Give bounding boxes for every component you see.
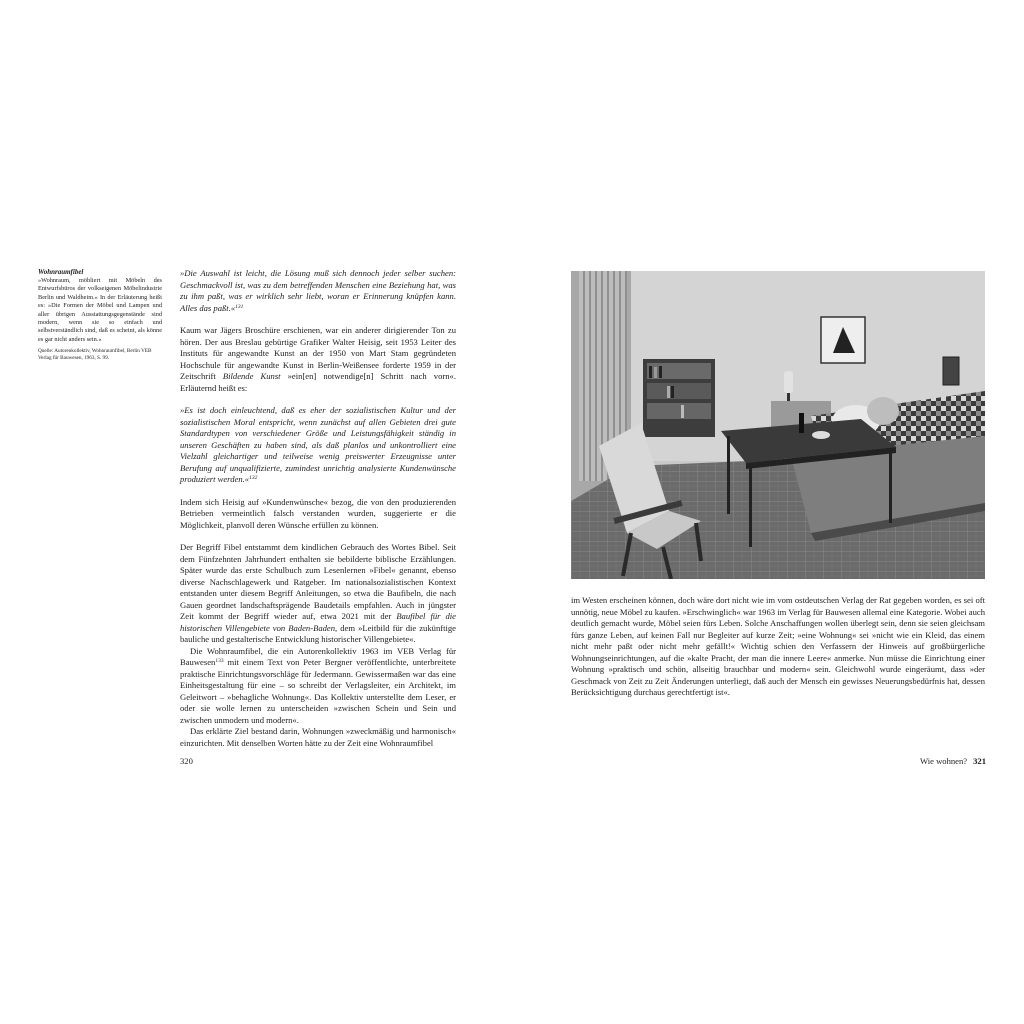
body-text: »ein[en] notwendige[n] Schritt nach vorn«. Erläuternd heißt es: [180, 371, 456, 393]
running-footer-right [920, 756, 986, 767]
sidebar-text: »Wohnraum, möbliert mit Möbeln des Entwurfsbüros der volkseigenen Möbelindustrie Berlin und Waldheim.« In der Erläuterung heißt es: »Die Formen der Möbel und Lampen und aller übrigen Ausstattungsgegenstände sind modern, wenn sie so einfach und selbstverständlich sind, daß es scheint, als könne es gar nicht anders sein.« [38, 277, 162, 343]
left-main-text [180, 268, 456, 749]
body-paragraph: im Westen erscheinen können, doch wäre dort nicht wie im vom ostdeutschen Verlag der Rat gegeben worden, es sei oft unnötig, neue Möbel zu kaufen. »Erschwinglich« war 1963 im Verlag für Bauwesen allemal eine Kategorie. Wobei auch deutlich gemacht wurde, Möbel seien fürs Leben. Solche Anschaffungen wollen überlegt sein, denn sie seien gleichsam fürs ganze Leben, auf keinen Fall nur Begleiter auf kurze Zeit; »eine Wohnung« sei »nicht wie ein Kleid, das einem nicht mehr paßt oder nicht mehr gefällt!« Wichtig schien den Verfassern der Hinweis auf großbürgerliche Wohnungseinrichtungen, auf die »kalte Pracht, der man die innere Leere« anmerke. Nun müsse die Einrichtung einer Wohnung »praktisch und schön, allseitig brauchbar und modern« sein. Gleichwohl wurde eingeräumt, dass »der Geschmack von Zeit zu Zeit Änderungen unterliegt, daß auch der Mensch ein gewisses Neuerungsbedürfnis hat, dessen Berücksichtigung durchaus gerechtfertigt ist«. [571, 595, 985, 697]
photo-interior-living-room [571, 271, 985, 579]
body-text: Die Wohnraumfibel, die ein Autorenkollektiv 1963 im VEB Verlag für Bauwesen [180, 645, 456, 667]
page-number-right: 321 [973, 756, 986, 766]
body-paragraph [180, 542, 456, 646]
body-text: Der Begriff Fibel entstammt dem kindlichen Gebrauch des Wortes Bibel. Seit dem Fünfzehnten Jahrhundert enthalten sie bebilderte biblische Erzählungen. Später wurde das erste Schulbuch zum Lesenlernen »Fibel« genannt, ebenso diverse Nachschlagewerk und Ratgeber. Im nationalsozialistischen Kontext entstanden unter diesem Begriff Anleitungen, so etwa die Baufibeln, die nach Gauen geordnet landschaftsprägende Baudetails empfahlen. Auch in jüngster Zeit kommt der Begriff wieder auf, etwa 2021 mit der [180, 542, 456, 621]
quote-text: »Es ist doch einleuchtend, daß es eher der sozialistischen Kultur und der sozialistischen Moral entspricht, wenn zunächst auf allen Gebieten drei gute Standardtypen von verschiedener Größe und Leistungsfähigkeit ständig in unseren Geschäften zu haben sind, als daß planlos und unkontrolliert eine Vielzahl gleichartiger und teilweise wenig preiswerter Erzeugnisse unter Berufung auf unqualifizierte, zumindest unrichtig analysierte Kundenwünsche produziert werden.« [180, 405, 456, 484]
body-text: , dem »Leitbild für die zukünftige bauliche und gestalterische Entwicklung historischer Villengebiete«. [180, 622, 456, 644]
body-paragraph [180, 325, 456, 394]
sidebar-caption [38, 268, 162, 361]
body-text: Kaum war Jägers Broschüre erschienen, war ein anderer dirigierender Ton zu hören. Der aus Breslau gebürtige Grafiker Walter Heisig, seit 1953 Leiter des Instituts für angewandte Kunst an der 1950 von Mart Stam gegründeten Hochschule für angewandte Kunst in Berlin-Weißensee forderte 1959 in der Zeitschrift [180, 325, 456, 381]
sidebar-title: Wohnraumfibel [38, 268, 84, 276]
body-paragraph: Das erklärte Ziel bestand darin, Wohnungen »zweckmäßig und harmonisch« einzurichten. Mit denselben Worten hätte zu der Zeit eine Wohnraumfibel [180, 726, 456, 748]
quote-paragraph [180, 405, 456, 486]
footnote-ref: 131 [235, 303, 244, 310]
page-number-left: 320 [180, 756, 193, 766]
body-paragraph: Indem sich Heisig auf »Kundenwünsche« bezog, die von den produzierenden Betrieben vermeintlich falsch verstanden wurden, suggerierte er die Möglichkeit, planvoll deren Wünsche erfüllen zu können. [180, 496, 456, 530]
quote-paragraph [180, 268, 456, 314]
book-title: Baufibel für die historischen Villengebiete von Baden-Baden [180, 611, 456, 633]
sidebar-source: Quelle: Autorenkollektiv, Wohnraumfibel, Berlin VEB Verlag für Bauwesen, 1963, S. 99. [38, 348, 152, 361]
body-text: mit einem Text von Peter Bergner veröffentlichte, unterbreitete praktische Einrichtungsvorschläge für Jedermann. Gewissermaßen war das eine Einheitsgestaltung für eine – so schreibt der Verlagsleiter, ein Architekt, im Geleitwort – »behagliche Wohnung«. Das Kollektiv unterstellte dem Leser, er oder sie wolle lernen zu unterscheiden »zwischen Schein und Sein und zwischen unmodern und modern«. [180, 657, 456, 725]
right-main-text [571, 595, 985, 699]
footnote-ref: 133 [215, 658, 224, 664]
running-head: Wie wohnen? [919, 756, 968, 766]
journal-title: Bildende Kunst [222, 371, 281, 381]
footnote-ref: 132 [249, 475, 258, 481]
quote-text: »Die Auswahl ist leicht, die Lösung muß sich dennoch jeder selber suchen: Geschmackvoll ist, was zu dem betreffenden Menschen eine Beziehung hat, was zu ihm paßt, was er wirklich sehr liebt, woran er Erinnerung knüpfen kann. Alles das paßt.« [180, 268, 456, 313]
body-paragraph [180, 646, 456, 727]
